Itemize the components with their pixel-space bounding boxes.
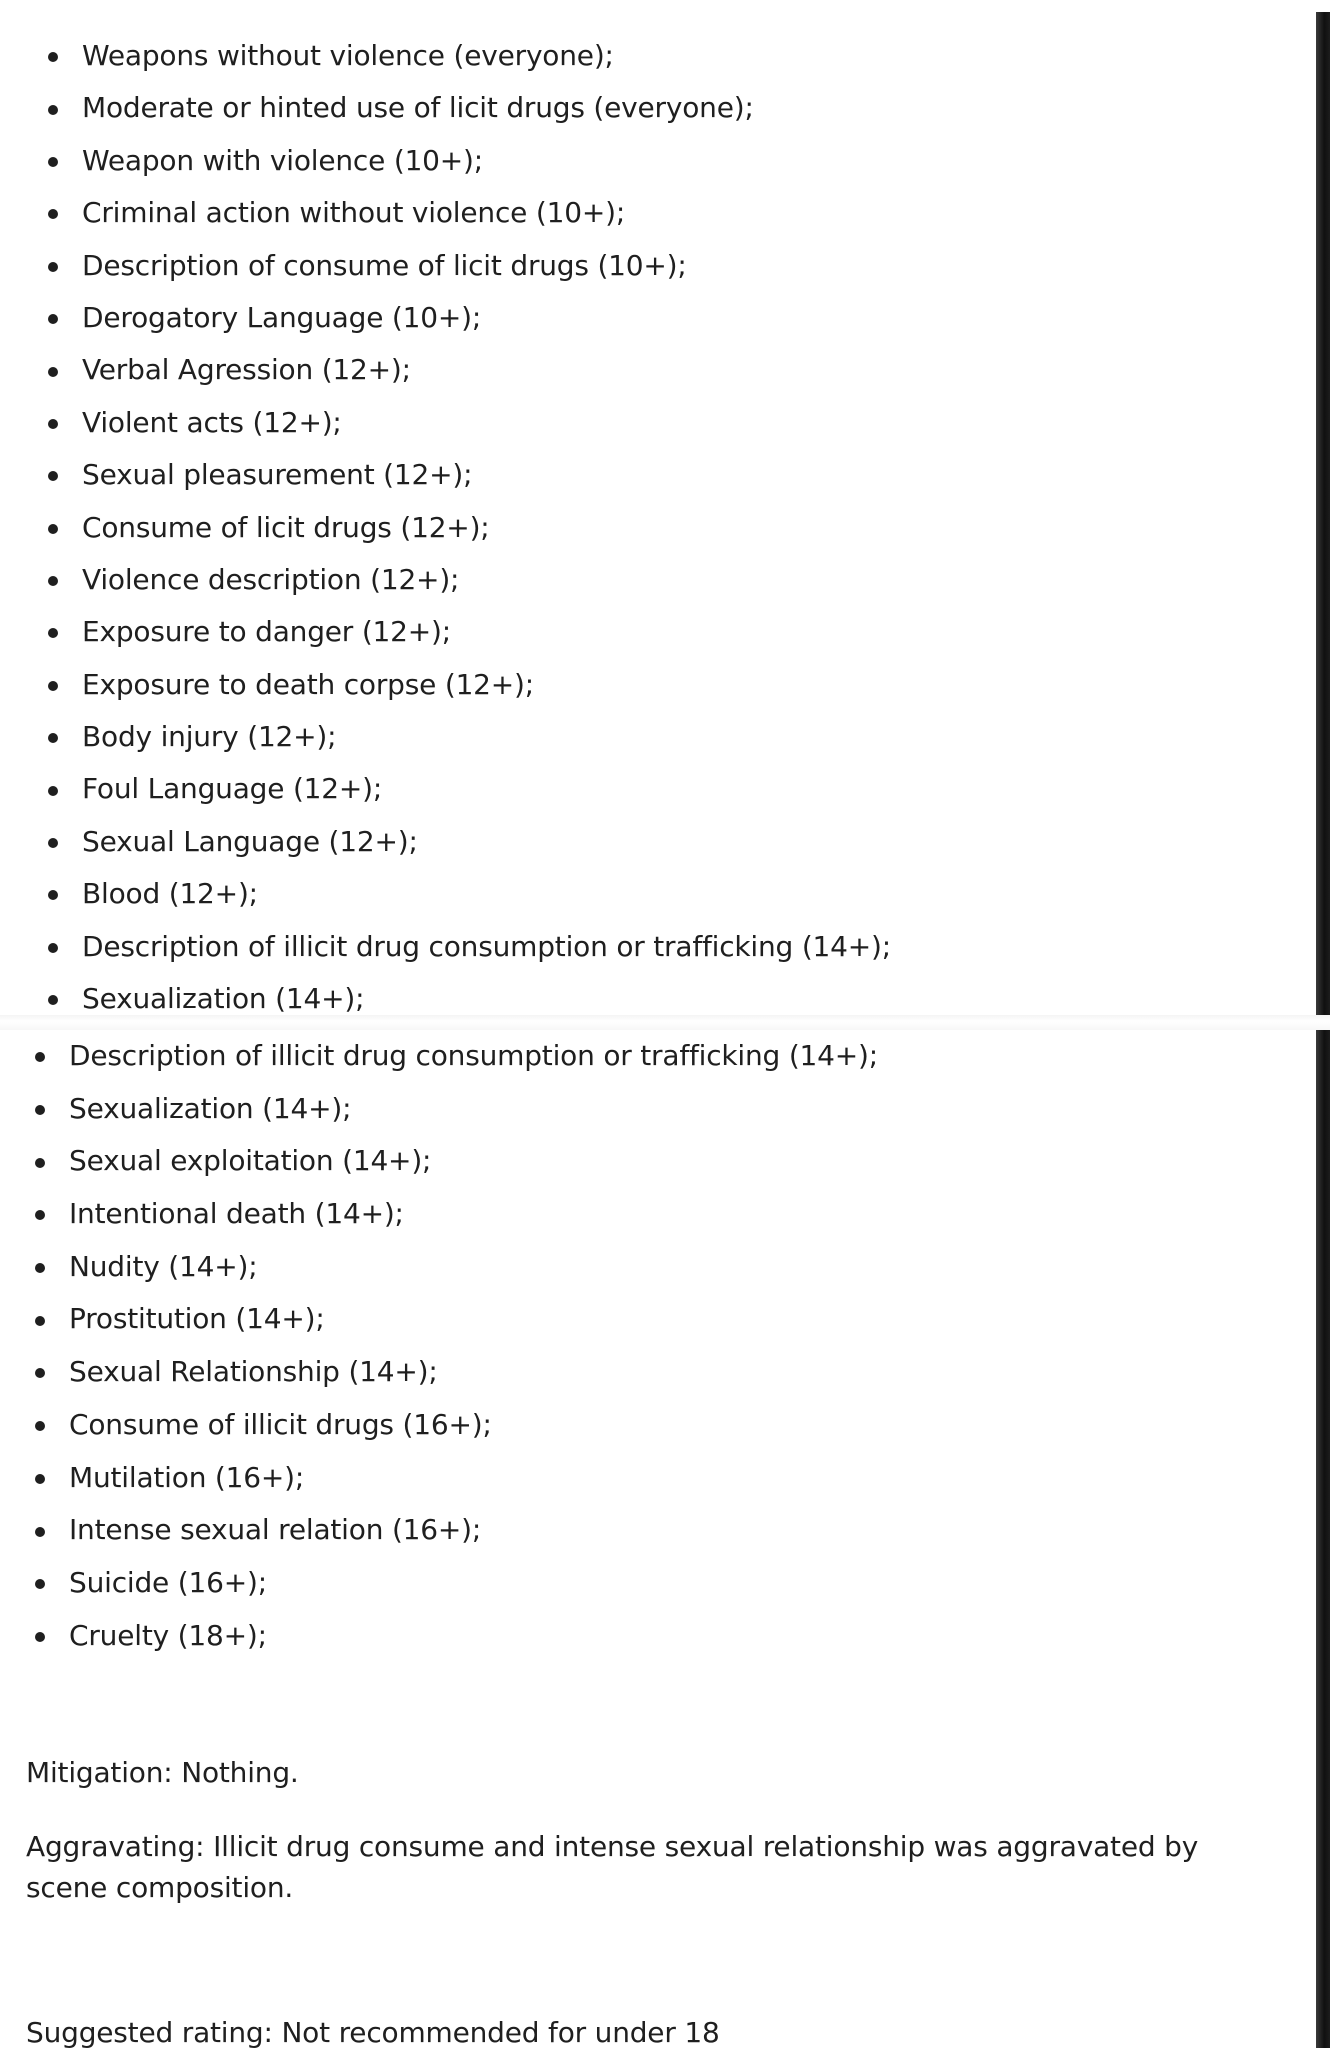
- list-item: [48, 554, 891, 606]
- list-item: [35, 1399, 878, 1452]
- list-item-text: Cruelty (18+);: [69, 1618, 267, 1652]
- bullet-icon: [48, 524, 58, 534]
- list-item: [48, 82, 891, 134]
- list-item-text: Violence description (12+);: [82, 562, 460, 596]
- list-item: [35, 1241, 878, 1294]
- list-item: [35, 1452, 878, 1505]
- list-item: [35, 1346, 878, 1399]
- bullet-icon: [35, 1527, 45, 1537]
- list-item-text: Violent acts (12+);: [82, 405, 342, 439]
- list-item-text: Sexualization (14+);: [82, 982, 365, 1016]
- list-item: [48, 449, 891, 501]
- bullet-icon: [48, 105, 58, 115]
- list-item-text: Description of illicit drug consumption or trafficking (14+);: [69, 1039, 878, 1072]
- list-item-text: Foul Language (12+);: [82, 772, 383, 806]
- list-item-text: Criminal action without violence (10+);: [82, 196, 626, 230]
- list-item: [48, 816, 891, 868]
- bullet-icon: [48, 52, 58, 62]
- list-item: [48, 292, 891, 344]
- list-item-text: Derogatory Language (10+);: [82, 300, 482, 334]
- list-item: [48, 135, 891, 187]
- list-item: [35, 1610, 878, 1663]
- screenshot-seam: [0, 1015, 1330, 1030]
- list-item: [35, 1504, 878, 1557]
- list-item-text: Weapon with violence (10+);: [82, 143, 484, 177]
- list-item: [48, 502, 891, 554]
- bullet-icon: [48, 576, 58, 586]
- bullet-icon: [35, 1263, 45, 1273]
- list-item-text: Verbal Agression (12+);: [82, 353, 411, 387]
- screen-edge-bottom: [1316, 1030, 1330, 2048]
- screen-edge-top: [1316, 12, 1330, 1015]
- bullet-icon: [48, 838, 58, 848]
- list-item-text: Weapons without violence (everyone);: [82, 39, 614, 72]
- list-item: [48, 397, 891, 449]
- list-item: [48, 659, 891, 711]
- bullet-icon: [35, 1158, 45, 1168]
- list-item: [35, 1135, 878, 1188]
- bullet-icon: [35, 1579, 45, 1589]
- list-item: [35, 1293, 878, 1346]
- list-item: [48, 344, 891, 396]
- list-item: [35, 1083, 878, 1136]
- list-item: [48, 187, 891, 239]
- content-descriptor-list-top: [48, 30, 891, 1025]
- aggravating-text: Aggravating: Illicit drug consume and intense sexual relationship was aggravated by scene composition.: [26, 1830, 1199, 1904]
- list-item-text: Intentional death (14+);: [69, 1197, 404, 1231]
- list-item-text: Exposure to danger (12+);: [82, 615, 451, 649]
- suggested-rating-text: Suggested rating: Not recommended for under 18: [26, 2016, 720, 2048]
- list-item-text: Intense sexual relation (16+);: [69, 1513, 482, 1547]
- bullet-icon: [48, 995, 58, 1005]
- screenshot-panel-top: [0, 0, 1330, 1015]
- bullet-icon: [48, 681, 58, 691]
- list-item: [48, 763, 891, 815]
- bullet-icon: [35, 1316, 45, 1326]
- list-item-text: Body injury (12+);: [82, 720, 337, 754]
- bullet-icon: [48, 786, 58, 796]
- list-item-text: Sexual Language (12+);: [82, 824, 418, 858]
- list-item-text: Moderate or hinted use of licit drugs (everyone);: [82, 91, 754, 125]
- list-item-text: Description of illicit drug consumption or trafficking (14+);: [82, 929, 891, 963]
- list-item-text: Sexual Relationship (14+);: [69, 1355, 438, 1389]
- bullet-icon: [35, 1052, 45, 1062]
- list-item-text: Prostitution (14+);: [69, 1302, 325, 1336]
- list-item-text: Suicide (16+);: [69, 1565, 267, 1599]
- bullet-icon: [48, 419, 58, 429]
- bullet-icon: [35, 1105, 45, 1115]
- bullet-icon: [48, 314, 58, 324]
- list-item-text: Description of consume of licit drugs (10+);: [82, 248, 687, 282]
- list-item: [48, 868, 891, 920]
- list-item: [48, 30, 891, 82]
- mitigation-text: Mitigation: Nothing.: [26, 1756, 299, 1789]
- bullet-icon: [48, 628, 58, 638]
- bullet-icon: [35, 1474, 45, 1484]
- bullet-icon: [48, 943, 58, 953]
- list-item-text: Consume of licit drugs (12+);: [82, 510, 490, 544]
- bullet-icon: [48, 471, 58, 481]
- list-item-text: Sexualization (14+);: [69, 1091, 352, 1125]
- bullet-icon: [48, 157, 58, 167]
- list-item: [48, 606, 891, 658]
- list-item-text: Consume of illicit drugs (16+);: [69, 1407, 492, 1441]
- list-item: [35, 1030, 878, 1083]
- list-item-text: Mutilation (16+);: [69, 1460, 305, 1494]
- list-item-text: Sexual pleasurement (12+);: [82, 458, 473, 492]
- content-descriptor-list-bottom: [35, 1030, 878, 1662]
- bullet-icon: [48, 262, 58, 272]
- bullet-icon: [35, 1421, 45, 1431]
- list-item-text: Exposure to death corpse (12+);: [82, 667, 535, 701]
- bullet-icon: [48, 890, 58, 900]
- bullet-icon: [48, 367, 58, 377]
- list-item-text: Blood (12+);: [82, 877, 258, 911]
- list-item: [35, 1557, 878, 1610]
- bullet-icon: [48, 209, 58, 219]
- list-item-text: Sexual exploitation (14+);: [69, 1144, 432, 1178]
- list-item-text: Nudity (14+);: [69, 1249, 258, 1283]
- bullet-icon: [35, 1368, 45, 1378]
- list-item: [35, 1188, 878, 1241]
- bullet-icon: [48, 733, 58, 743]
- list-item: [48, 240, 891, 292]
- bullet-icon: [35, 1632, 45, 1642]
- list-item: [48, 711, 891, 763]
- list-item: [48, 921, 891, 973]
- bullet-icon: [35, 1210, 45, 1220]
